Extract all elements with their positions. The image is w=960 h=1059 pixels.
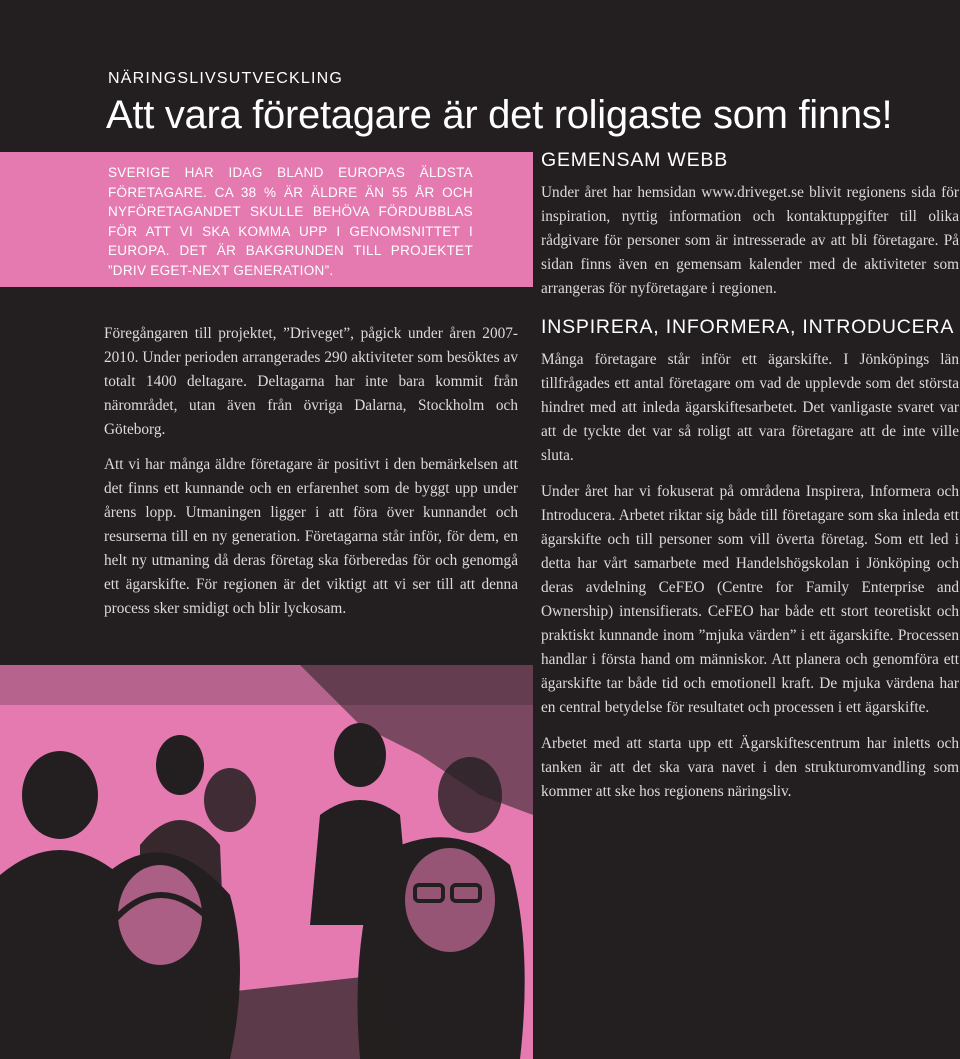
right-column	[541, 148, 959, 816]
left-paragraph-2: Att vi har många äldre företagare är positivt i den bemärkelsen att det finns ett kunnande och en erfarenhet som de byggt upp under årens lopp. Utmaningen ligger i att föra över kunnandet och resurserna till en ny generation. Företagarna står inför, för dem, en helt ny utmaning då deras företag ska förberedas för och genomgå ett ägarskifte. För regionen är det viktigt att vi ser till att denna process sker smidigt och blir lyckosam.	[104, 456, 518, 617]
page-title: Att vara företagare är det roligaste som finns!	[106, 93, 893, 137]
intro-box	[0, 152, 533, 287]
duotone-photo-meeting	[0, 665, 533, 1059]
right-paragraph-3: Under året har vi fokuserat på områdena Inspirera, Informera och Introducera. Arbetet riktar sig både till företagare som ska inleda ett ägarskifte och till personer som vill överta företag. Som ett led i detta har vårt samarbete med Handelshögskolan i Jönköping och deras avdelning CeFEO (Centre for Family Enterprise and Ownership) intensifierats. CeFEO har både ett stort teoretiskt och praktiskt kunnande inom ”mjuka värden” i ett ägarskifte. Processen handlar i första hand om människor. Att planera och genomföra ett ägarskifte tar både tid och emotionell kraft. De mjuka värdena har en central betydelse för resultatet och processen i ett ägarskifte.	[541, 483, 959, 716]
right-paragraph-4: Arbetet med att starta upp ett Ägarskiftescentrum har inletts och tanken är att det ska vara navet i den strukturomvandling som kommer att ske hos regionens näringsliv.	[541, 735, 959, 800]
photo-illustration	[0, 665, 533, 1059]
right-paragraph-1: Under året har hemsidan www.driveget.se blivit regionens sida för inspiration, nyttig information och kontaktuppgifter till olika rådgivare för personer som är intresserade av att bli företagare. På sidan finns även en gemensam kalender med de aktiviteter som arrangeras för nyföretagare i regionen.	[541, 184, 959, 297]
heading-inspirera: INSPIRERA, INFORMERA, INTRODUCERA	[541, 316, 955, 338]
left-column	[104, 322, 518, 632]
right-paragraph-2: Många företagare står inför ett ägarskifte. I Jönköpings län tillfrågades ett antal företagare om vad de upplevde som det största hindret med att inleda ägarskiftesarbetet. Det vanligaste svaret var att de tyckte det var så roligt att vara företagare att de inte ville sluta.	[541, 351, 959, 464]
heading-gemensam-webb: GEMENSAM WEBB	[541, 149, 729, 171]
intro-text: SVERIGE HAR IDAG BLAND EUROPAS ÄLDSTA FÖRETAGARE. CA 38 % ÄR ÄLDRE ÄN 55 ÅR OCH NYFÖRETAGANDET SKULLE BEHÖVA FÖRDUBBLAS FÖR ATT VI SKA KOMMA UPP I GENOMSNITTET I EUROPA. DET ÄR BAKGRUNDEN TILL PROJEKTET ”DRIV EGET-NEXT GENERATION”.	[108, 165, 473, 278]
left-paragraph-1: Föregångaren till projektet, ”Driveget”, pågick under åren 2007-2010. Under perioden arrangerades 290 aktiviteter som besöktes av totalt 1400 deltagare. Deltagarna har inte bara kommit från närområdet, utan även från övriga Dalarna, Stockholm och Göteborg.	[104, 325, 518, 438]
section-label: NÄRINGSLIVSUTVECKLING	[108, 70, 344, 87]
